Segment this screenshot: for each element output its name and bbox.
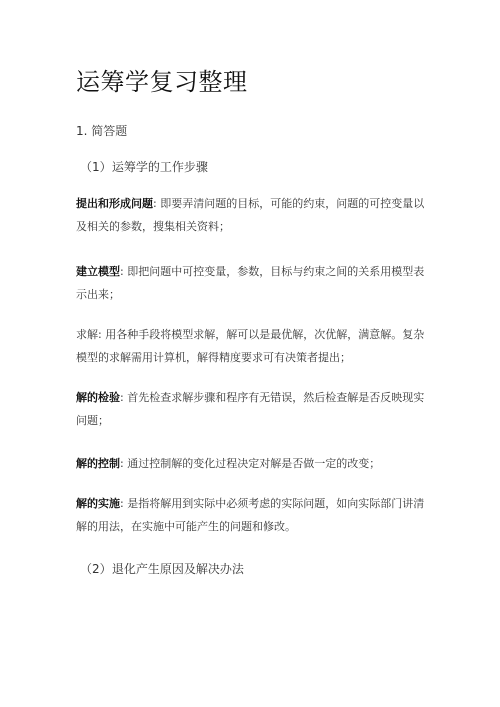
paragraph-body: : 是指将解用到实际中必须考虑的实际问题，如向实际部门讲清解的用法，在实施中可能产生的问题和修改。	[76, 497, 425, 533]
section-heading-short-answer: 1. 简答题	[76, 124, 128, 138]
paragraph-solution-check	[76, 386, 426, 432]
sub-heading-label: 运筹学的工作步骤	[111, 160, 208, 174]
sub-heading-number: （1）	[80, 160, 112, 174]
paragraph-body: : 即把问题中可控变量，参数，目标与约束之间的关系用模型表示出来；	[76, 265, 425, 301]
sub-heading-number: （2）	[80, 562, 112, 576]
sub-heading-label: 退化产生原因及解决办法	[111, 562, 244, 576]
paragraph-body: : 通过控制解的变化过程决定对解是否做一定的改变；	[120, 457, 381, 470]
paragraph-problem-formulation	[76, 192, 426, 238]
paragraph-term: 解的控制	[76, 457, 120, 470]
paragraph-solution-control	[76, 452, 426, 475]
sub-heading-work-steps	[80, 158, 208, 175]
paragraph-body: : 即要弄清问题的目标，可能的约束，问题的可控变量以及相关的参数，搜集相关资料；	[76, 197, 425, 233]
paragraph-term: 提出和形成问题	[76, 197, 153, 210]
paragraph-term: 建立模型	[76, 265, 120, 278]
paragraph-term: 解的实施	[76, 497, 120, 510]
paragraph-term: 解的检验	[76, 391, 120, 404]
paragraph-body: 求解: 用各种手段将模型求解，解可以是最优解，次优解，满意解。复杂模型的求解需用计算机，解得精度要求可有决策者提出；	[76, 328, 425, 364]
paragraph-solution-implementation	[76, 492, 426, 538]
paragraph-body: : 首先检查求解步骤和程序有无错误，然后检查解是否反映现实问题；	[76, 391, 425, 427]
document-title: 运筹学复习整理	[76, 68, 248, 96]
paragraph-model-building	[76, 260, 426, 306]
paragraph-solving	[76, 323, 426, 369]
sub-heading-degeneracy	[80, 560, 244, 577]
